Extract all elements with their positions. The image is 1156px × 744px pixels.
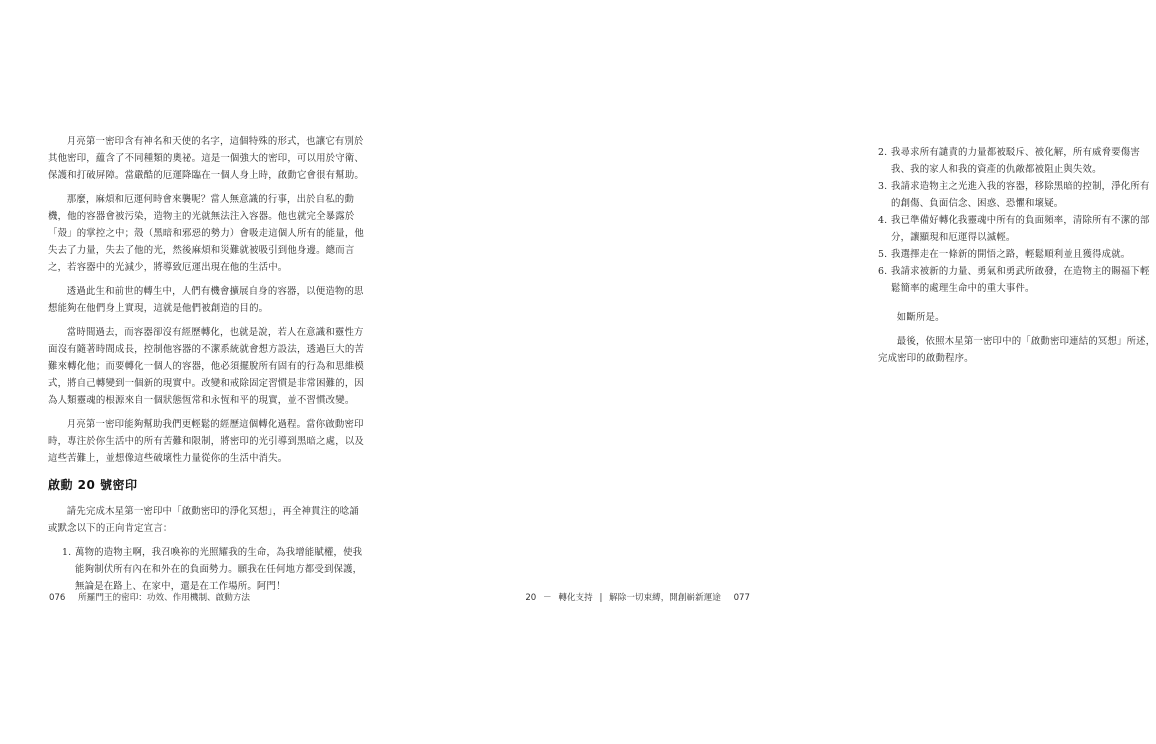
affirmation-text: 我請求被新的力量、勇氣和勇武所啟發，在造物主的賜福下輕鬆簡率的處理生命中的重大事件。 [891, 266, 1150, 294]
affirmation-number: 1. [62, 547, 72, 558]
affirmation-text: 萬物的造物主啊，我召喚祢的光照耀我的生命，為我增能賦權，使我能夠制伏所有內在和外在的負面勢力。願我在任何地方都受到保護，無論是在路上、在家中，還是在工作場所。阿門！ [75, 547, 363, 592]
affirmation-text: 我選擇走在一條新的開悟之路，輕鬆順利並且獲得成就。 [891, 249, 1131, 260]
chapter-subtitle: 解除一切束縛，開創嶄新運途 [609, 593, 721, 603]
body-paragraph: 那麼，麻煩和厄運何時會來襲呢？當人無意識的行事，出於自私的動機，他的容器會被污染，造物主的光就無法注入容器。他也就完全暴露於「殼」的掌控之中；殼（黑暗和邪惡的勢力）會吸走這個人所有的能量，他失去了力量，失去了他的光，然後麻煩和災難就被吸引到他身邊。總而言之，若容器中的光減少，將導致厄運出現在他的生活中。 [48, 194, 364, 273]
left-page [0, 0, 400, 744]
right-page-body [878, 144, 1156, 374]
closing-line: 如斷所是。 [896, 312, 945, 323]
chapter-title: 轉化支持 [558, 593, 593, 603]
affirmation-text: 我請求造物主之光進入我的容器，移除黑暗的控制，淨化所有的創傷、負面信念、困惑、恐懼和壞疑。 [891, 181, 1150, 209]
body-paragraph: 透過此生和前世的轉生中，人們有機會擴展自身的容器，以便造物的思想能夠在他們身上實現，這就是他們被創造的目的。 [48, 286, 364, 314]
section-heading: 啟動 20 號密印 [48, 478, 138, 492]
affirmation-item [878, 178, 1156, 212]
left-page-body [48, 133, 368, 595]
left-folio [49, 591, 250, 603]
chapter-number: 20 [525, 593, 537, 603]
affirmation-item [878, 263, 1156, 297]
affirmation-number: 2. [878, 147, 888, 158]
page-number: 077 [733, 593, 750, 603]
affirmation-number: 5. [878, 249, 888, 260]
page-number: 076 [49, 593, 66, 603]
affirmation-number: 4. [878, 215, 888, 226]
affirmation-item [62, 544, 368, 595]
folio-separator: | [599, 593, 603, 603]
running-title: 所羅門王的密印：功效、作用機制、啟動方法 [78, 593, 251, 603]
affirmation-text: 我已準備好轉化我靈魂中所有的負面頻率，清除所有不潔的部分，讓顯現和厄運得以滅輕。 [891, 215, 1150, 243]
affirmation-item [878, 212, 1156, 246]
folio-separator: － [543, 593, 552, 603]
body-paragraph: 月亮第一密印含有神名和天使的名字，這個特殊的形式，也讓它有別於其他密印，蘊含了不同種類的奧祕。這是一個強大的密印，可以用於守衛、保護和打破屏障。當嚴酷的厄運降臨在一個人身上時，啟動它會很有幫助。 [48, 136, 364, 181]
body-paragraph: 月亮第一密印能夠幫助我們更輕鬆的經歷這個轉化過程。當你啟動密印時，專注於你生活中的所有苦難和限制，將密印的光引導到黑暗之處，以及這些苦難上，並想像這些破壞性力量從你的生活中消失。 [48, 419, 364, 464]
affirmation-number: 6. [878, 266, 888, 277]
affirmation-item [878, 144, 1156, 178]
affirmation-number: 3. [878, 181, 888, 192]
right-folio [525, 591, 750, 603]
affirmation-item [878, 246, 1156, 263]
body-paragraph: 當時間過去，而容器卻沒有經歷轉化，也就是說，若人在意識和靈性方面沒有隨著時間成長，控制他容器的不潔系統就會想方設法，透過巨大的苦難來轉化他；而要轉化一個人的容器，他必須擺脫所有固有的行為和思維模式，將自己轉變到一個新的現實中。改變和戒除固定習慣是非常困難的，因為人類靈魂的根源來自一個狀態恆常和永恆和平的現實，並不習慣改變。 [48, 327, 364, 406]
affirmation-list [62, 544, 368, 595]
affirmation-text: 我尋求所有譴責的力量都被駁斥、被化解，所有威脅要傷害我、我的家人和我的資產的仇敵都被阻止與失效。 [891, 147, 1140, 175]
intro-paragraph: 請先完成木星第一密印中「啟動密印的淨化冥想」，再全神貫注的唸誦或默念以下的正向肯定宣言： [48, 506, 359, 534]
affirmation-list [878, 144, 1156, 297]
final-paragraph: 最後，依照木星第一密印中的「啟動密印連結的冥想」所述，完成密印的啟動程序。 [878, 336, 1156, 364]
right-page [400, 0, 1156, 744]
